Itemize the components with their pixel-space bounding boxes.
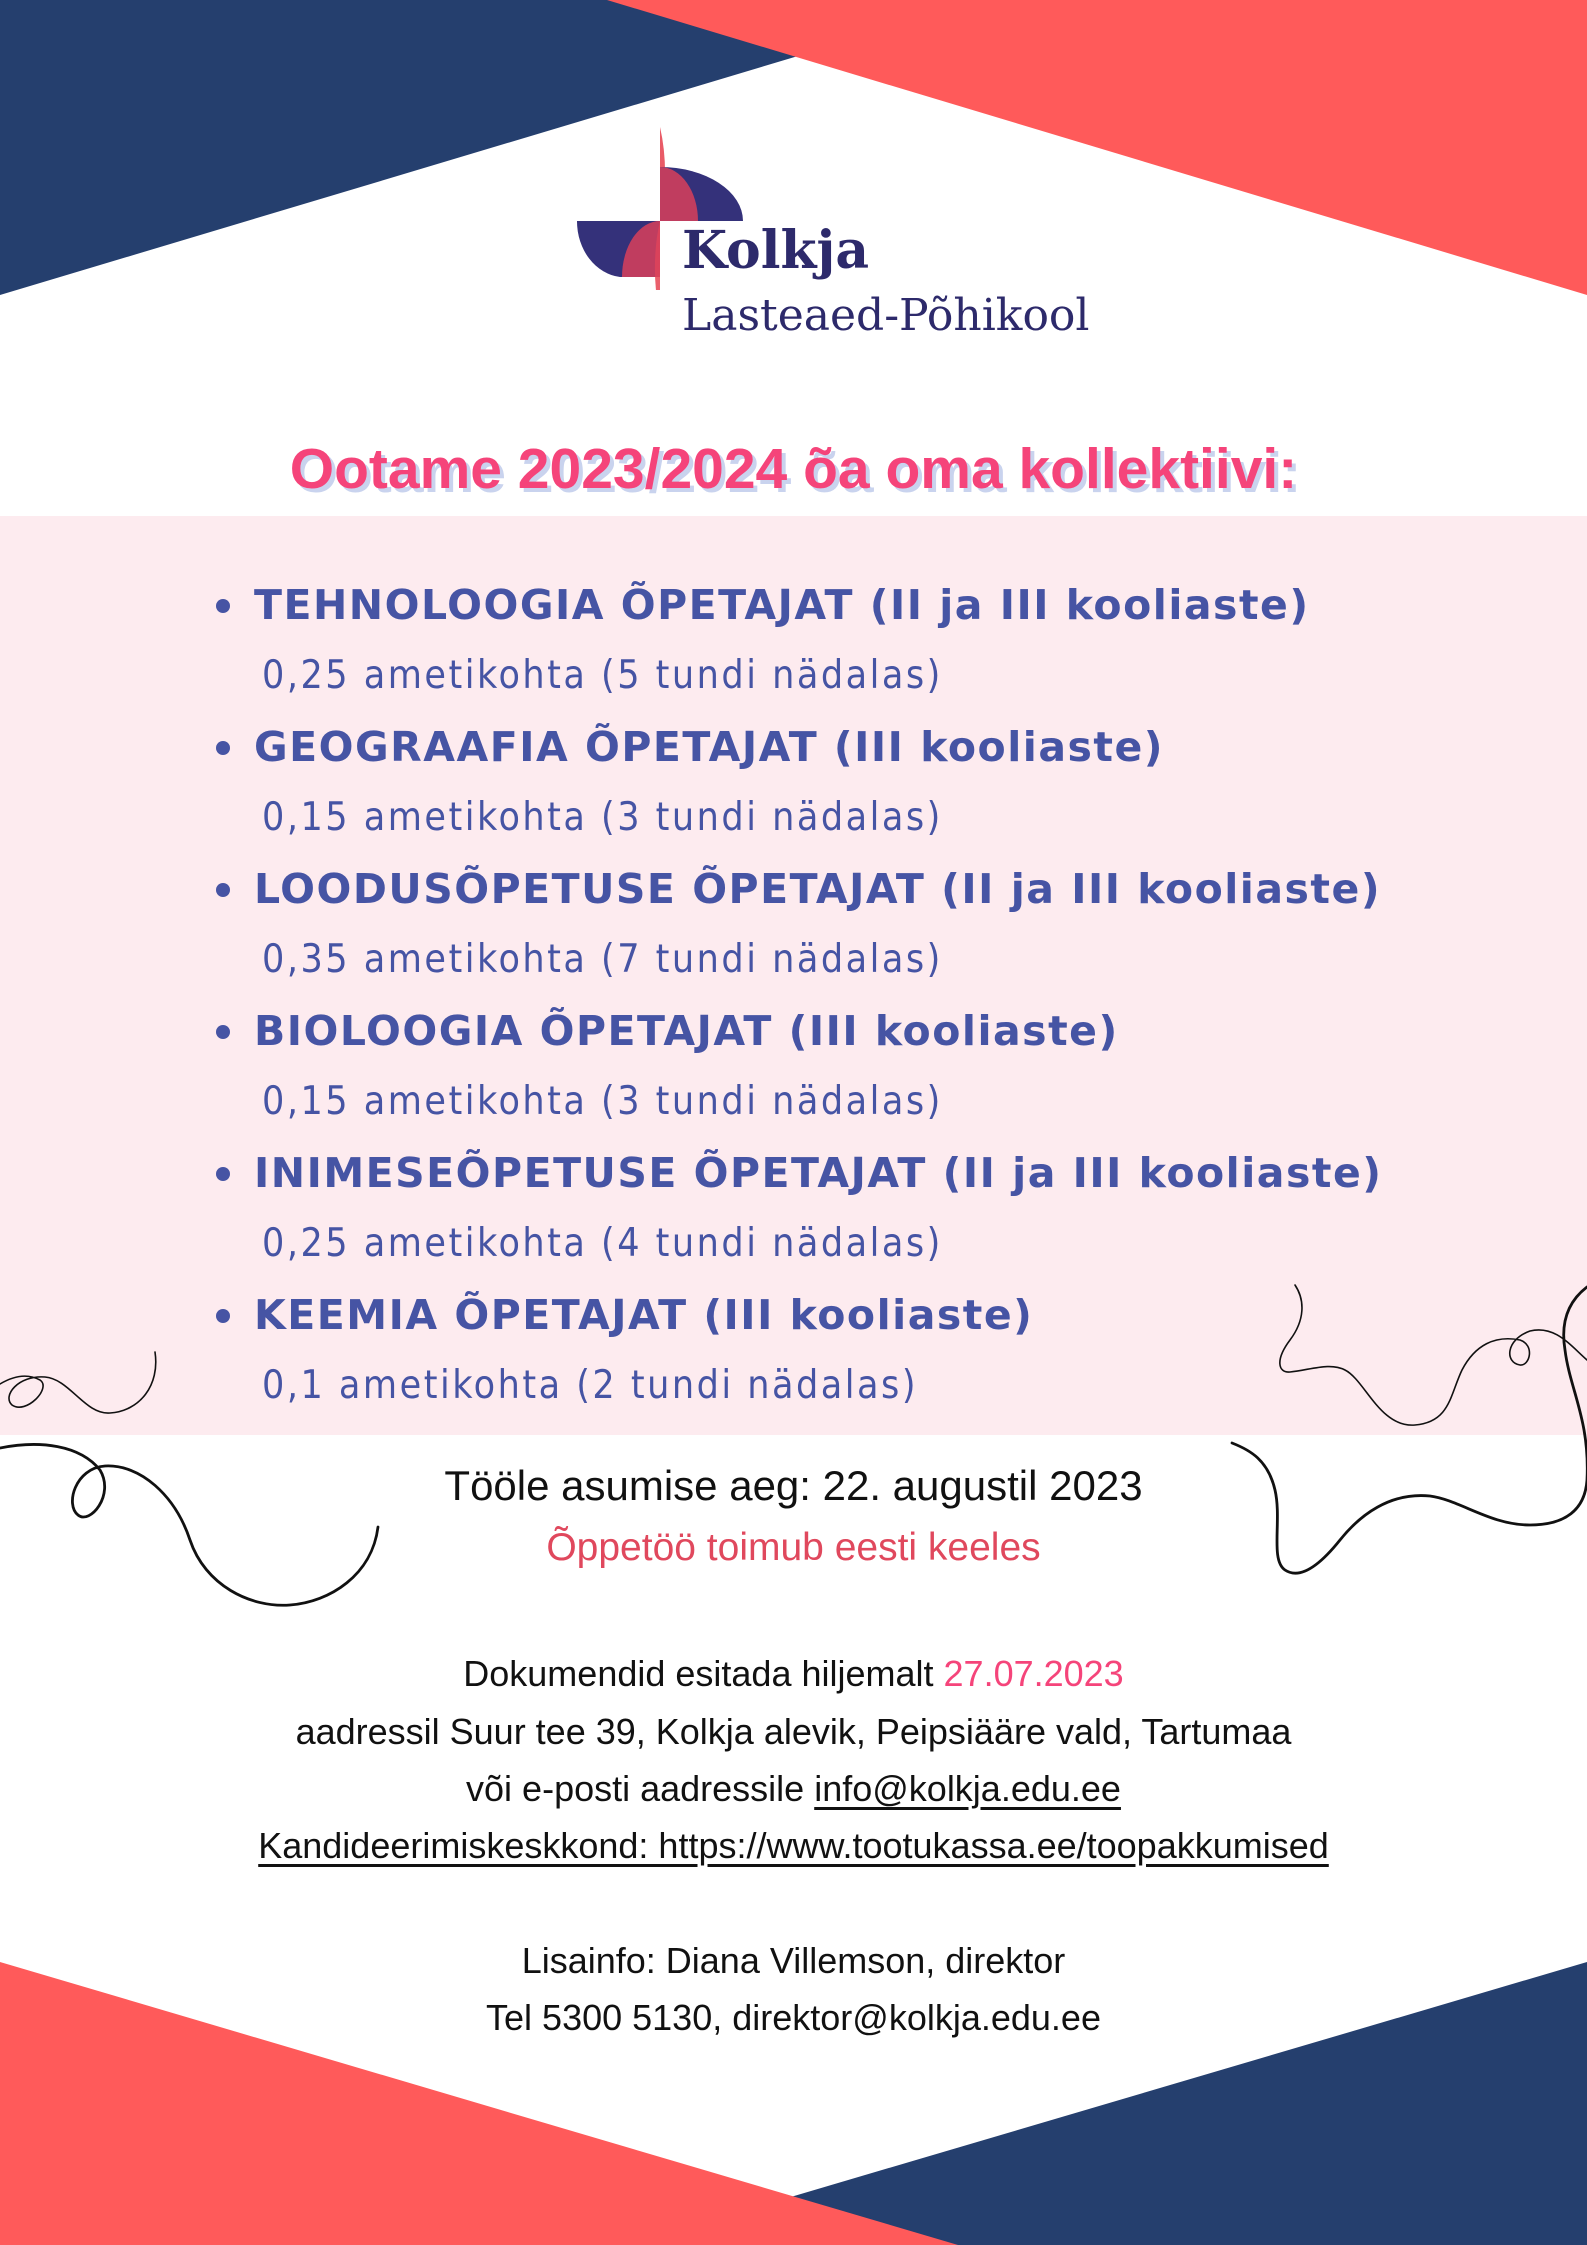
position-title (210, 570, 1383, 640)
teaching-language: Õppetöö toimub eesti keeles (546, 1526, 1041, 1569)
position-item (210, 854, 1383, 996)
position-title (210, 996, 1383, 1066)
contact-phone-email: Tel 5300 5130, direktor@kolkja.edu.ee (486, 1997, 1101, 2038)
position-item (210, 1138, 1383, 1280)
application-portal (0, 1825, 1587, 1867)
position-title (210, 1138, 1383, 1208)
email-label: või e-posti aadressile (466, 1768, 815, 1809)
documents-deadline (0, 1653, 1587, 1695)
position-item (210, 1280, 1383, 1422)
position-title-text: INIMESEÕPETUSE ÕPETAJAT (II ja III kooliaste) (254, 1149, 1383, 1197)
bullet-icon (216, 883, 230, 897)
postal-address: aadressil Suur tee 39, Kolkja alevik, Peipsiääre vald, Tartumaa (295, 1711, 1292, 1752)
position-item (210, 712, 1383, 854)
position-title (210, 854, 1383, 924)
page-headline: Ootame 2023/2024 õa oma kollektiivi: (289, 437, 1298, 501)
info-email-link[interactable]: info@kolkja.edu.ee (814, 1768, 1121, 1809)
position-detail: 0,1 ametikohta (2 tundi nädalas) (262, 1363, 919, 1408)
position-detail: 0,25 ametikohta (5 tundi nädalas) (262, 653, 943, 698)
position-detail: 0,35 ametikohta (7 tundi nädalas) (262, 937, 943, 982)
position-detail: 0,25 ametikohta (4 tundi nädalas) (262, 1221, 943, 1266)
position-title-text: TEHNOLOOGIA ÕPETAJAT (II ja III kooliaste) (254, 581, 1310, 629)
position-title-text: BIOLOOGIA ÕPETAJAT (III kooliaste) (254, 1007, 1119, 1055)
position-item (210, 570, 1383, 712)
contact-person: Lisainfo: Diana Villemson, direktor (521, 1940, 1066, 1981)
position-title-text: LOODUSÕPETUSE ÕPETAJAT (II ja III kooliaste) (254, 865, 1382, 913)
logo-school-type: Lasteaed-Põhikool (682, 290, 1090, 341)
bullet-icon (216, 1167, 230, 1181)
position-item (210, 996, 1383, 1138)
position-title (210, 712, 1383, 782)
position-title-text: GEOGRAAFIA ÕPETAJAT (III kooliaste) (254, 723, 1165, 771)
bullet-icon (216, 1309, 230, 1323)
portal-link[interactable]: Kandideerimiskeskkond: https://www.tootukassa.ee/toopakkumised (258, 1825, 1329, 1866)
school-logo (570, 120, 1130, 350)
positions-list (210, 570, 1383, 1422)
deadline-date: 27.07.2023 (943, 1653, 1124, 1694)
position-title-text: KEEMIA ÕPETAJAT (III kooliaste) (254, 1291, 1034, 1339)
bullet-icon (216, 1025, 230, 1039)
bullet-icon (216, 599, 230, 613)
position-detail: 0,15 ametikohta (3 tundi nädalas) (262, 1079, 943, 1124)
email-line (0, 1768, 1587, 1810)
position-title (210, 1280, 1383, 1350)
position-detail: 0,15 ametikohta (3 tundi nädalas) (262, 795, 943, 840)
start-date: Tööle asumise aeg: 22. augustil 2023 (444, 1462, 1143, 1509)
deadline-label: Dokumendid esitada hiljemalt (463, 1653, 944, 1694)
bullet-icon (216, 741, 230, 755)
logo-school-name: Kolkja (682, 220, 870, 281)
